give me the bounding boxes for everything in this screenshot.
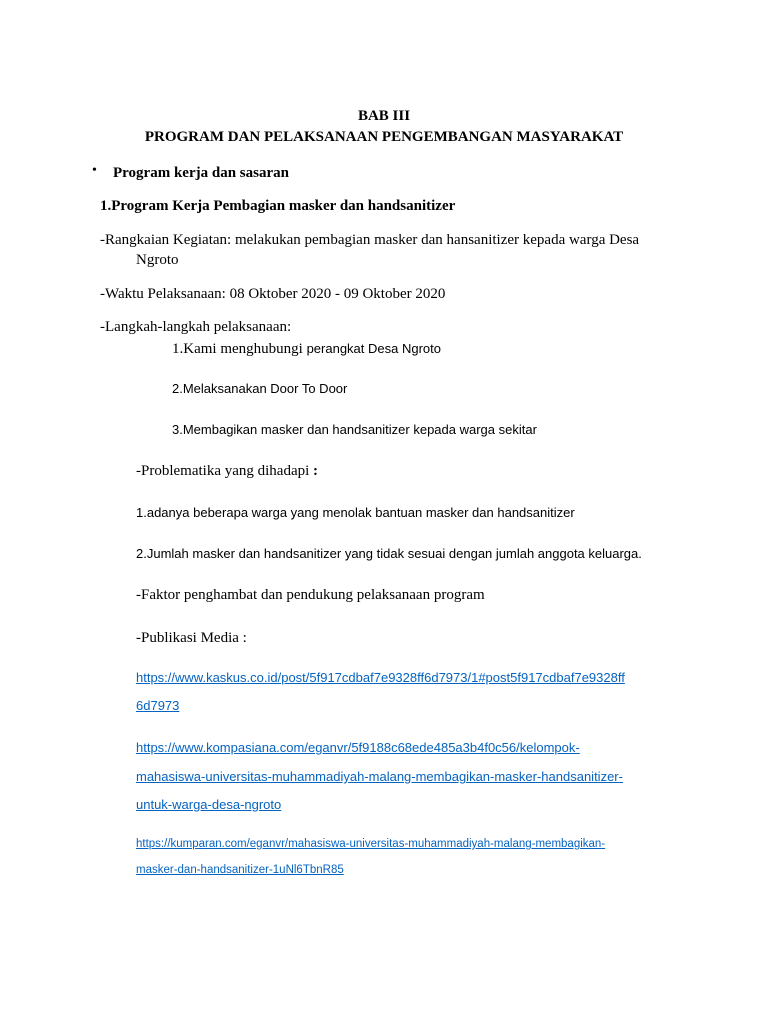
problem-item-2: 2.Jumlah masker dan handsanitizer yang tidak sesuai dengan jumlah anggota keluarga. [136,546,642,561]
link-kompasiana-line3[interactable]: untuk-warga-desa-ngroto [136,797,282,812]
link-kumparan-line1[interactable]: https://kumparan.com/eganvr/mahasiswa-universitas-muhammadiyah-malang-membagikan- [136,838,606,850]
bullet-dot: • [92,163,97,178]
program-title: 1.Program Kerja Pembagian masker dan handsanitizer [100,198,456,214]
langkah-item-2: 2.Melaksanakan Door To Door [172,381,348,396]
chapter-title: PROGRAM DAN PELAKSANAAN PENGEMBANGAN MASYARAKAT [144,129,624,145]
waktu-pelaksanaan: -Waktu Pelaksanaan: 08 Oktober 2020 - 09 Oktober 2020 [100,286,446,302]
link-kaskus-line2[interactable]: 6d7973 [136,698,180,713]
link-kompasiana-line2[interactable]: mahasiswa-universitas-muhammadiyah-malang-membagikan-masker-handsanitizer- [136,769,623,784]
faktor-line: -Faktor penghambat dan pendukung pelaksanaan program [136,587,485,603]
langkah-item-1-rest: perangkat Desa Ngroto [306,341,441,356]
rangkaian-kegiatan-line1: -Rangkaian Kegiatan: melakukan pembagian masker dan hansanitizer kepada warga Desa [100,232,640,248]
langkah-item-3: 3.Membagikan masker dan handsanitizer kepada warga sekitar [172,422,537,437]
link-kaskus-line1[interactable]: https://www.kaskus.co.id/post/5f917cdbaf7e9328ff6d7973/1#post5f917cdbaf7e9328ff [136,670,625,685]
bullet-heading: Program kerja dan sasaran [113,165,289,181]
problematika-colon: : [313,463,319,479]
link-kompasiana-line1[interactable]: https://www.kompasiana.com/eganvr/5f9188c68ede485a3b4f0c56/kelompok- [136,740,580,755]
publikasi-media-heading: -Publikasi Media : [136,630,247,646]
langkah-item-1-prefix: 1.Kami menghubungi [172,341,307,357]
chapter-label: BAB III [357,108,411,124]
langkah-heading: -Langkah-langkah pelaksanaan: [100,319,292,335]
problematika-heading [136,463,318,480]
problematika-text: -Problematika yang dihadapi [136,463,314,479]
langkah-item-1 [172,340,441,358]
link-kumparan-line2[interactable]: masker-dan-handsanitizer-1uNl6TbnR85 [136,864,344,876]
rangkaian-kegiatan-line2: Ngroto [136,252,179,268]
problem-item-1: 1.adanya beberapa warga yang menolak bantuan masker dan handsanitizer [136,505,575,520]
